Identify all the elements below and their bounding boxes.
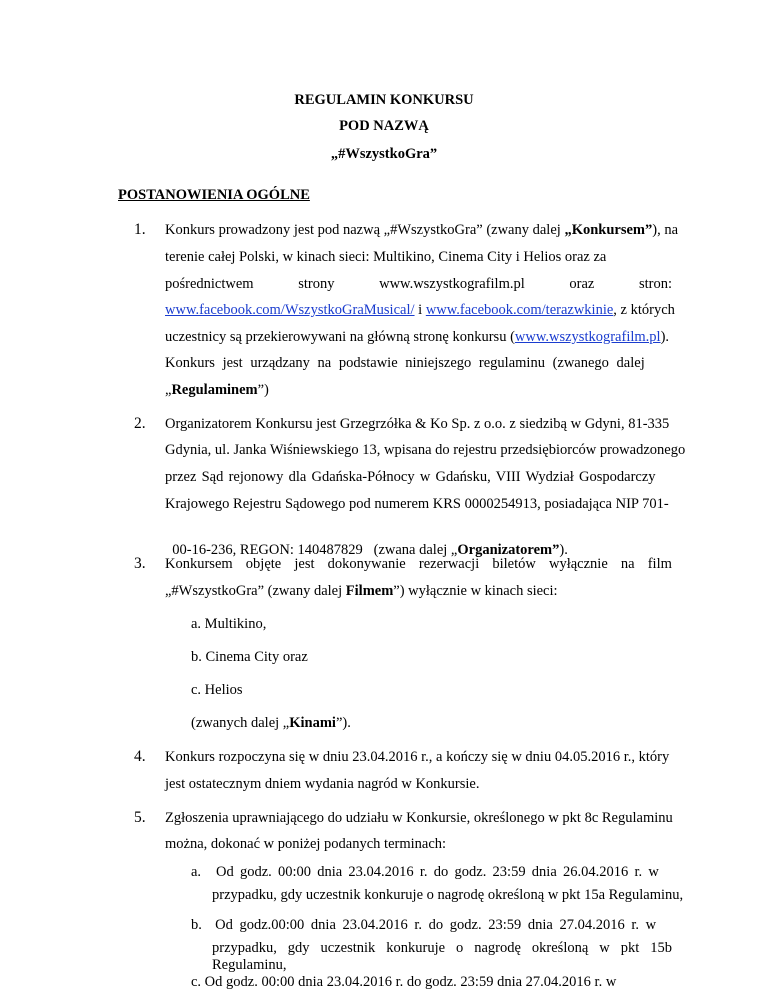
item-1-line-4: www.facebook.com/WszystkoGraMusical/ i www.facebook.com/terazwkinie, z których	[165, 302, 675, 318]
item-number: 1.	[134, 221, 146, 238]
item-3-line-6: (zwanych dalej „Kinami”).	[191, 715, 351, 731]
item-number: 3.	[134, 555, 146, 572]
sub-item-c: c. Helios	[191, 682, 243, 698]
item-1-line-7: „Regulaminem”)	[165, 382, 269, 398]
item-5b-line-1: b. Od godz.00:00 dnia 23.04.2016 r. do godz. 23:59 dnia 27.04.2016 r. w	[191, 917, 657, 933]
item-1-line-6: Konkurs jest urządzany na podstawie niniejszego regulaminu (zwanego dalej	[165, 355, 645, 371]
item-2-line-4: Krajowego Rejestru Sądowego pod numerem KRS 0000254913, posiadająca NIP 701-	[165, 496, 669, 512]
document-subtitle: POD NAZWĄ	[339, 118, 429, 134]
section-title: POSTANOWIENIA OGÓLNE	[118, 187, 310, 203]
sub-item-b: b. Cinema City oraz	[191, 649, 308, 665]
item-5-line-1: Zgłoszenia uprawniającego do udziału w Konkursie, określonego w pkt 8c Regulaminu	[165, 810, 673, 826]
item-3-line-1: Konkursem objęte jest dokonywanie rezerwacji biletów wyłącznie na film	[165, 556, 672, 572]
item-1-line-5: uczestnicy są przekierowywani na główną stronę konkursu (www.wszystkografilm.pl).	[165, 329, 670, 345]
item-number: 4.	[134, 748, 146, 765]
facebook-link-terazwkinie[interactable]: www.facebook.com/terazwkinie	[425, 302, 614, 318]
item-1-line-1: Konkurs prowadzony jest pod nazwą „#WszystkoGra” (zwany dalej „Konkursem”), na	[165, 222, 679, 238]
item-4-line-1: Konkurs rozpoczyna się w dniu 23.04.2016 r., a kończy się w dniu 04.05.2016 r., który	[165, 749, 670, 765]
item-5b-line-3: Regulaminu,	[212, 957, 287, 973]
item-5a-line-1: Od godz. 00:00 dnia 23.04.2016 r. do godz. 23:59 dnia 26.04.2016 r. w	[216, 864, 659, 880]
item-5c-line-1: c. Od godz. 00:00 dnia 23.04.2016 r. do godz. 23:59 dnia 27.04.2016 r. w	[191, 974, 617, 990]
document-title: REGULAMIN KONKURSU	[294, 92, 474, 108]
item-5-line-2: można, dokonać w poniżej podanych terminach:	[165, 836, 447, 852]
item-4-line-2: jest ostatecznym dniem wydania nagród w Konkursie.	[165, 776, 480, 792]
item-5a-label: a.	[191, 864, 202, 880]
item-2-line-2: Gdynia, ul. Janka Wiśniewskiego 13, wpisana do rejestru przedsiębiorców prowadzonego	[165, 442, 686, 458]
item-number: 2.	[134, 415, 146, 432]
item-5b-line-2: przypadku, gdy uczestnik konkuruje o nagrodę określoną w pkt 15b	[212, 940, 672, 956]
item-2-line-5: 00-16-236, REGON: 140487829 (zwana dalej „Organizatorem”).	[172, 542, 568, 558]
sub-item-a: a. Multikino,	[191, 616, 267, 632]
item-2-line-3: przez Sąd rejonowy dla Gdańska-Północy w Gdańsku, VIII Wydział Gospodarczy	[165, 469, 656, 485]
contest-website-link[interactable]: www.wszystkografilm.pl	[514, 329, 661, 345]
item-3-line-2: „#WszystkoGra” (zwany dalej Filmem”) wyłącznie w kinach sieci:	[165, 583, 558, 599]
item-1-line-3: pośrednictwem strony www.wszystkografilm.pl oraz stron:	[165, 276, 672, 292]
facebook-link-wszystkogra[interactable]: www.facebook.com/WszystkoGraMusical/	[165, 302, 415, 318]
contest-name: „#WszystkoGra”	[330, 146, 438, 162]
item-number: 5.	[134, 809, 146, 826]
item-2-line-1: Organizatorem Konkursu jest Grzegrzółka & Ko Sp. z o.o. z siedzibą w Gdyni, 81-335	[165, 416, 670, 432]
item-5a-line-2: przypadku, gdy uczestnik konkuruje o nagrodę określoną w pkt 15a Regulaminu,	[212, 887, 684, 903]
item-1-line-2: terenie całej Polski, w kinach sieci: Multikino, Cinema City i Helios oraz za	[165, 249, 607, 265]
